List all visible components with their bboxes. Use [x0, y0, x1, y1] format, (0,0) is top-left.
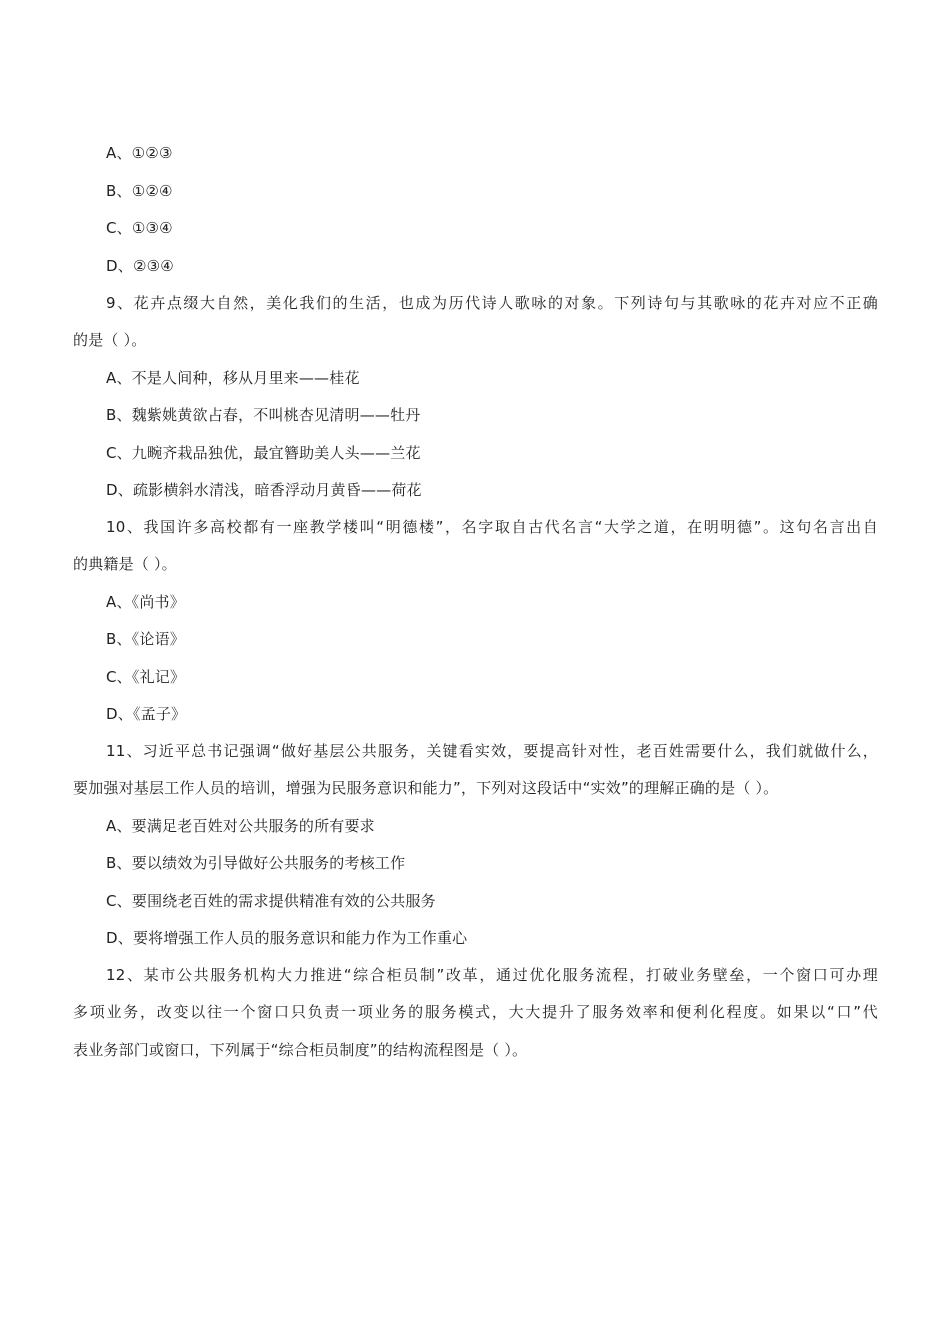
q9-stem-line1: 9、花卉点缀大自然，美化我们的生活，也成为历代诗人歌咏的对象。下列诗句与其歌咏的花卉对应不正确 [106, 294, 878, 312]
q11-option-a: A、要满足老百姓对公共服务的所有要求 [106, 817, 375, 835]
q8-option-c: C、①③④ [106, 219, 173, 237]
q10-option-c: C、《礼记》 [106, 668, 186, 686]
q8-option-a: A、①②③ [106, 144, 173, 162]
q9-option-a: A、不是人间种，移从月里来——桂花 [106, 369, 360, 387]
q12-stem-line2: 多项业务，改变以往一个窗口只负责一项业务的服务模式，大大提升了服务效率和便利化程度。如果以“口”代 [73, 1003, 878, 1021]
q11-option-b: B、要以绩效为引导做好公共服务的考核工作 [106, 854, 406, 872]
q10-option-a: A、《尚书》 [106, 593, 185, 611]
q11-option-c: C、要围绕老百姓的需求提供精准有效的公共服务 [106, 892, 436, 910]
q9-stem-line2: 的是（ ）。 [73, 331, 147, 349]
q12-stem-line1: 12、某市公共服务机构大力推进“综合柜员制”改革，通过优化服务流程，打破业务壁垒，一个窗口可办理 [106, 966, 878, 984]
q11-stem-line1: 11、习近平总书记强调“做好基层公共服务，关键看实效，要提高针对性，老百姓需要什么，我们就做什么， [106, 742, 878, 760]
q10-option-d: D、《孟子》 [106, 705, 187, 723]
q8-option-d: D、②③④ [106, 257, 174, 275]
q9-option-d: D、疏影横斜水清浅，暗香浮动月黄昏——荷花 [106, 481, 422, 499]
q9-option-b: B、魏紫姚黄欲占春，不叫桃杏见清明——牡丹 [106, 406, 421, 424]
q8-option-b: B、①②④ [106, 182, 173, 200]
q11-option-d: D、要将增强工作人员的服务意识和能力作为工作重心 [106, 929, 468, 947]
q10-option-b: B、《论语》 [106, 630, 185, 648]
q12-stem-line3: 表业务部门或窗口，下列属于“综合柜员制度”的结构流程图是（ ）。 [73, 1041, 528, 1059]
q9-option-c: C、九畹齐栽品独优，最宜簪助美人头——兰花 [106, 444, 421, 462]
q11-stem-line2: 要加强对基层工作人员的培训，增强为民服务意识和能力”，下列对这段话中“实效”的理解正确的是（ ）。 [73, 779, 779, 797]
q10-stem-line1: 10、我国许多高校都有一座教学楼叫“明德楼”，名字取自古代名言“大学之道，在明明德”。这句名言出自 [106, 518, 878, 536]
q10-stem-line2: 的典籍是（ ）。 [73, 555, 177, 573]
